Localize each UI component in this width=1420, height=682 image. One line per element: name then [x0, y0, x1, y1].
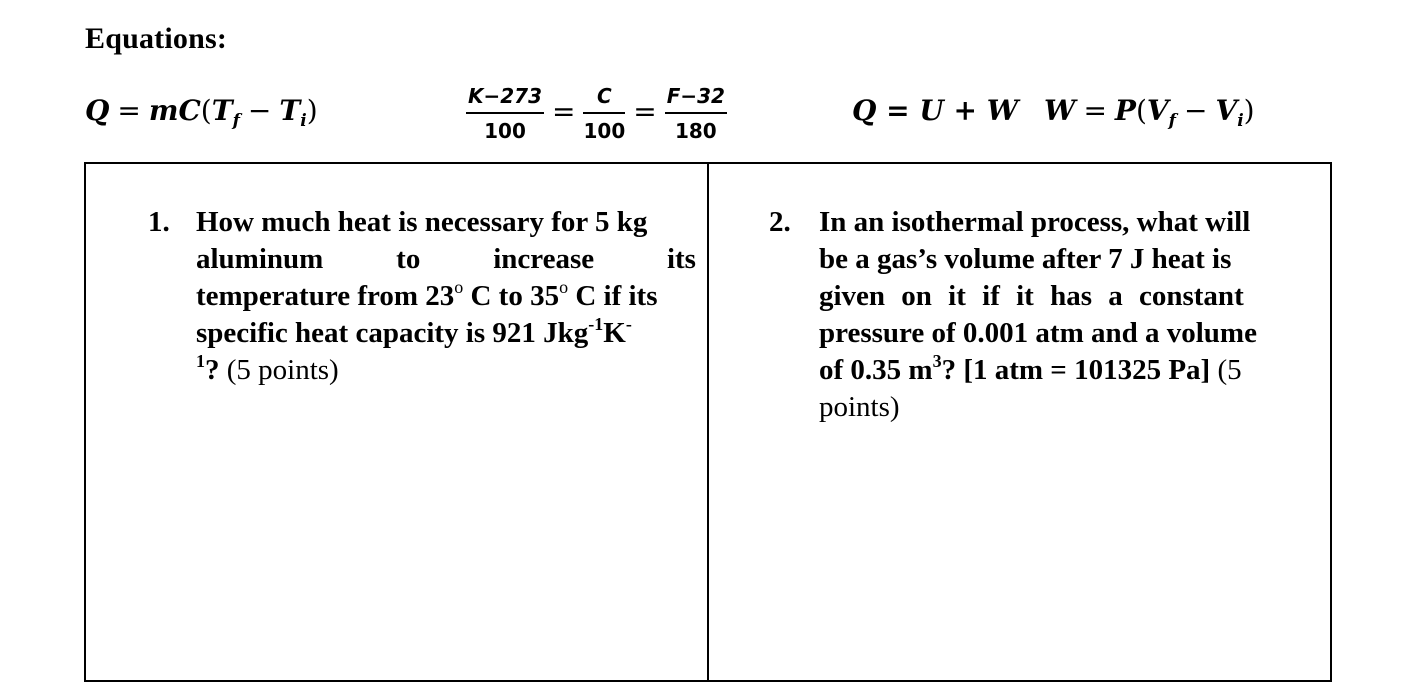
question-1-number: 1.	[148, 206, 170, 238]
questions-table	[84, 162, 1332, 682]
question-2-cell[interactable]	[709, 164, 1330, 680]
question-2-number: 2.	[769, 206, 791, 238]
question-2-text: In an isothermal process, what will be a gas’s volume after 7 J heat is given on it if it has a constant pressure of 0.001 atm and a volume of 0.35 $m^3$? [1 atm = 101325 Pa] (5 points)	[819, 206, 1257, 423]
question-1-cell[interactable]	[86, 164, 709, 680]
celsius-fraction: $\frac{C}{100}$	[583, 84, 626, 143]
fahrenheit-fraction: $\frac{F-32}{180}$	[666, 84, 725, 143]
equations-heading: Equations:	[85, 22, 228, 55]
temperature-conversion-equation: $\frac{K-273}{100}$ = $\frac{C}{100}$ = $\frac{F-32}{180}$	[468, 84, 725, 143]
heat-equation: $Q = mC(T_f - T_i)$	[85, 94, 318, 131]
kelvin-fraction: $\frac{K-273}{100}$	[468, 84, 543, 143]
first-law-equation: Q = U + W	[852, 94, 1019, 127]
question-1-text: How much heat is necessary for 5 kg aluminum to increase its temperature from 23$^o$ C to 35$^o$ C if its specific heat capacity is 921 Jkg$^{-1}$K- $^1$? (5 points)	[196, 206, 696, 386]
work-equation: $W = P(V_f - V_i)$	[1044, 94, 1255, 131]
